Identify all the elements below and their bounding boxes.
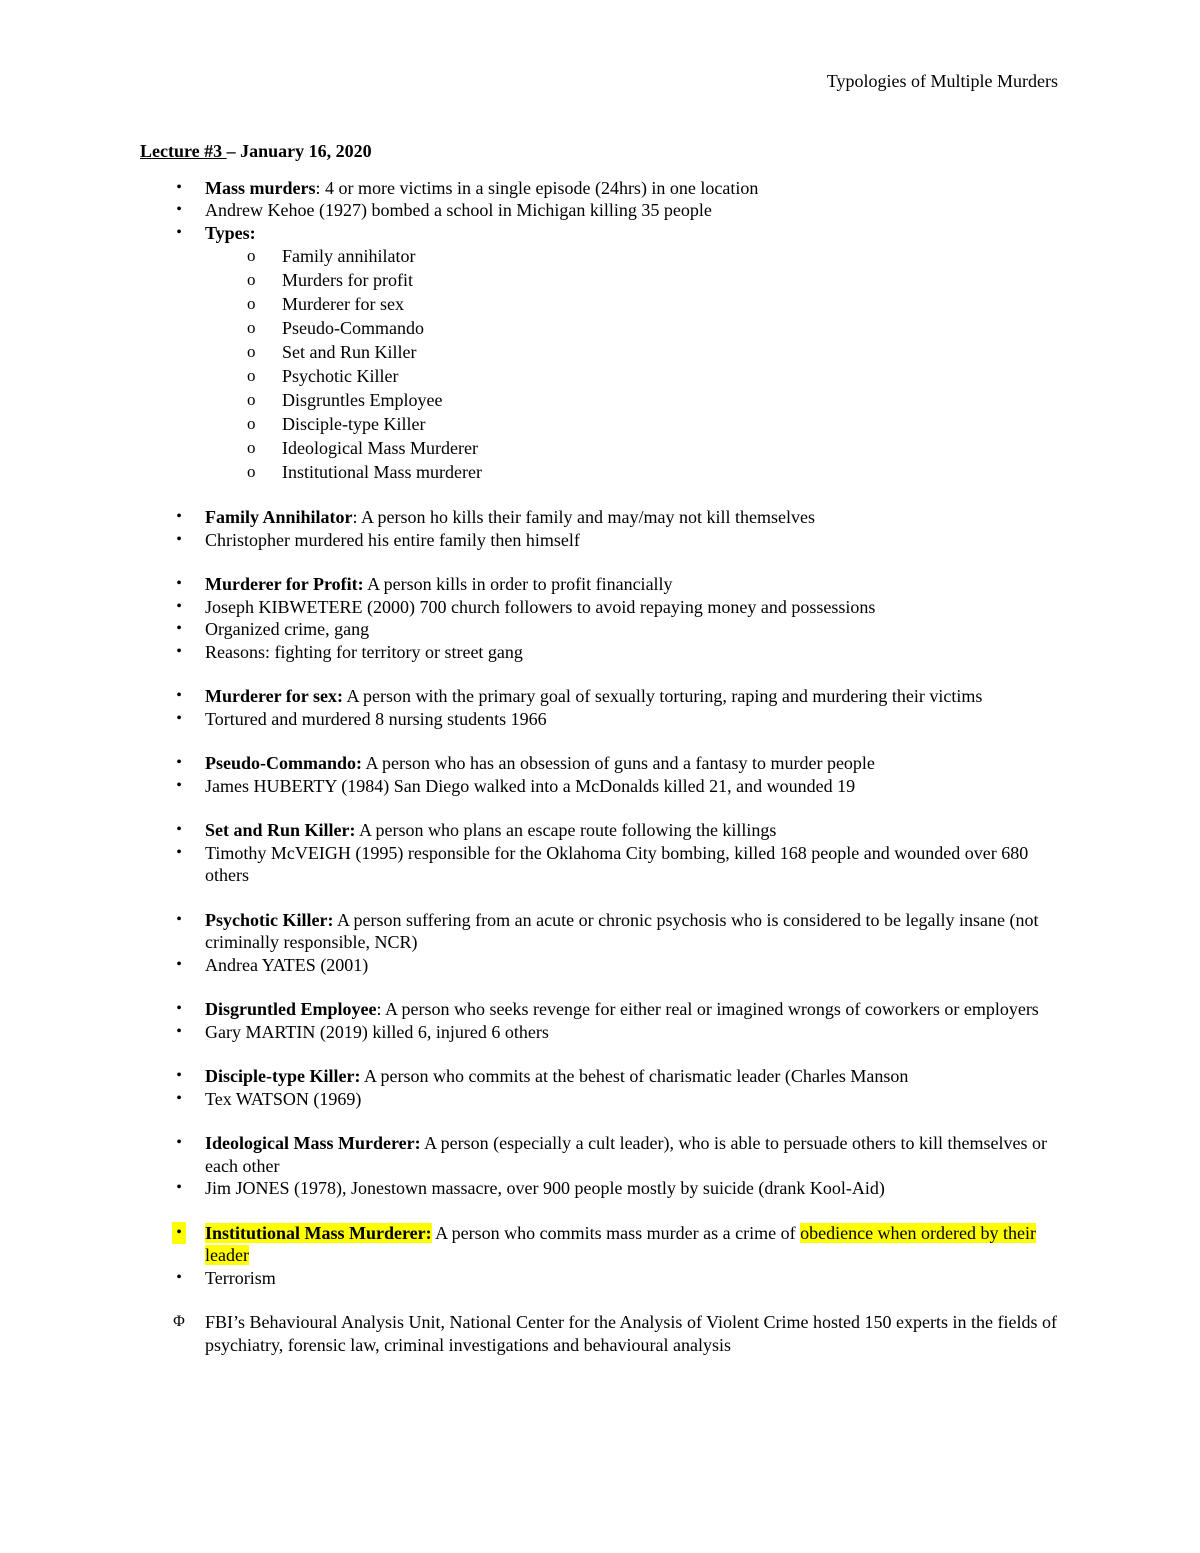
bullet-icon: • (176, 530, 182, 548)
bullet-icon: • (176, 843, 182, 861)
bullet-item (140, 1311, 1060, 1356)
bullet-text: A person kills in order to profit financially (363, 574, 673, 594)
bullet-icon: • (176, 776, 182, 794)
bullet-icon: • (176, 709, 182, 727)
bullet-item (140, 1267, 1060, 1290)
bullet-text: Reasons: fighting for territory or street gang (205, 641, 523, 662)
bullet-term: Pseudo-Commando: (205, 753, 363, 773)
bullet-text: Jim JONES (1978), Jonestown massacre, over 900 people mostly by suicide (drank Kool-Aid) (205, 1178, 885, 1198)
bullet-term: Psychotic Killer: (205, 909, 334, 930)
bullet-item (140, 641, 1060, 664)
bullet-text: : 4 or more victims in a single episode (24hrs) in one location (315, 177, 759, 198)
bullet-block (140, 1132, 1060, 1200)
bullet-icon: • (176, 642, 182, 660)
bullet-text: Joseph KIBWETERE (2000) 700 church followers to avoid repaying money and possessions (205, 596, 876, 617)
bullet-text: A person who plans an escape route following the killings (355, 820, 777, 840)
sub-item-text: Set and Run Killer (282, 342, 417, 362)
highlighted-text: obedience when ordered by their leader (205, 1222, 1036, 1265)
sub-item-text: Institutional Mass murderer (282, 462, 482, 482)
bullet-block (140, 506, 1060, 551)
circle-bullet-icon: o (247, 246, 256, 265)
bullet-text: A person (especially a cult leader), who is able to persuade others to kill themselves or each other (205, 1133, 1047, 1176)
bullet-item (140, 529, 1060, 552)
bullet-icon: • (176, 910, 182, 928)
sub-item (140, 460, 1060, 484)
bullet-icon: • (176, 1268, 182, 1286)
sub-item (140, 364, 1060, 388)
sub-item (140, 268, 1060, 292)
bullet-icon: • (176, 1089, 182, 1107)
bullet-icon: • (176, 1000, 182, 1017)
bullet-text: A person who commits at the behest of charismatic leader (Charles Manson (360, 1066, 909, 1086)
sub-item-text: Pseudo-Commando (282, 318, 424, 338)
sub-item (140, 388, 1060, 412)
bullet-icon: • (172, 1222, 186, 1245)
page-header: Typologies of Multiple Murders (826, 71, 1058, 91)
bullet-icon: • (176, 1179, 182, 1196)
document-content (140, 140, 1060, 1378)
bullet-text: FBI’s Behavioural Analysis Unit, National Center for the Analysis of Violent Crime hosted 150 experts in the fields of psychiatry, forensic law, criminal investigations and behavioural analysis (205, 1312, 1057, 1355)
circle-bullet-icon: o (247, 294, 256, 313)
bullet-item (140, 177, 1060, 200)
bullet-item (140, 708, 1060, 731)
bullet-item (140, 1088, 1060, 1111)
bullet-item (140, 752, 1060, 775)
fbi-block (140, 1311, 1060, 1356)
lecture-heading (140, 140, 1060, 163)
bullet-item (140, 506, 1060, 529)
bullet-item (140, 1222, 1060, 1267)
bullet-term: Disgruntled Employee (205, 999, 377, 1019)
circle-bullet-icon: o (247, 438, 256, 457)
bullet-text: Terrorism (205, 1267, 276, 1288)
bullet-text: Tortured and murdered 8 nursing students 1966 (205, 708, 547, 729)
bullet-item (140, 618, 1060, 641)
circle-bullet-icon: o (247, 366, 256, 385)
circle-bullet-icon: o (247, 318, 256, 337)
bullet-text: Gary MARTIN (2019) killed 6, injured 6 others (205, 1021, 549, 1042)
bullet-text: A person suffering from an acute or chronic psychosis who is considered to be legally insane (not criminally responsible, NCR) (205, 909, 1039, 952)
bullet-text: Tex WATSON (1969) (205, 1088, 362, 1109)
bullet-item (140, 1177, 1060, 1200)
bullet-text: Andrea YATES (2001) (205, 954, 369, 975)
sub-item-text: Ideological Mass Murderer (282, 438, 478, 458)
bullet-item (140, 842, 1060, 887)
bullet-item (140, 819, 1060, 842)
bullet-term: Set and Run Killer: (205, 820, 356, 840)
bullet-icon: • (176, 1067, 182, 1084)
bullet-item (140, 222, 1060, 245)
circle-bullet-icon: o (247, 342, 256, 361)
sub-item (140, 292, 1060, 316)
institutional-block (140, 1222, 1060, 1290)
bullet-icon: • (176, 620, 182, 637)
sub-item (140, 316, 1060, 340)
sub-item (140, 436, 1060, 460)
lecture-number: Lecture #3 (140, 141, 227, 161)
bullet-item (140, 775, 1060, 798)
bullet-block (140, 909, 1060, 977)
sub-item-text: Disciple-type Killer (282, 414, 426, 434)
bullet-item (140, 998, 1060, 1021)
bullet-term: Institutional Mass Murderer: (205, 1222, 432, 1243)
bullet-term: Murderer for sex: (205, 686, 343, 706)
bullet-block (140, 819, 1060, 887)
circle-bullet-icon: o (247, 390, 256, 409)
bullet-text: James HUBERTY (1984) San Diego walked into a McDonalds killed 21, and wounded 19 (205, 775, 856, 796)
bullet-text: A person who commits mass murder as a crime of (431, 1222, 801, 1243)
sub-item-text: Psychotic Killer (282, 366, 399, 386)
bullet-term: Disciple-type Killer: (205, 1066, 361, 1086)
bullet-icon: • (176, 508, 182, 525)
bullet-item (140, 909, 1060, 954)
bullet-term: Ideological Mass Murderer: (205, 1133, 421, 1153)
bullet-text: Organized crime, gang (205, 619, 370, 639)
phi-bullet-icon: Φ (173, 1313, 185, 1330)
bullet-item (140, 954, 1060, 977)
bullet-term: Murderer for Profit: (205, 574, 364, 594)
bullet-block (140, 998, 1060, 1043)
bullet-term: Family Annihilator (205, 507, 353, 527)
bullet-term: Types: (205, 222, 256, 243)
bullet-text: Andrew Kehoe (1927) bombed a school in Michigan killing 35 people (205, 200, 712, 220)
bullet-item (140, 1065, 1060, 1088)
bullet-icon: • (176, 1022, 182, 1040)
bullet-block (140, 573, 1060, 663)
bullet-text: A person with the primary goal of sexually torturing, raping and murdering their victims (342, 686, 983, 706)
bullet-text: A person who has an obsession of guns and a fantasy to murder people (362, 753, 875, 773)
sub-item-text: Family annihilator (282, 246, 416, 266)
bullet-item (140, 1132, 1060, 1177)
bullet-text: Timothy McVEIGH (1995) responsible for the Oklahoma City bombing, killed 168 people and wounded over 680 others (205, 842, 1029, 885)
bullet-text: : A person who seeks revenge for either real or imagined wrongs of coworkers or employers (376, 999, 1039, 1019)
bullet-icon: • (176, 178, 182, 196)
bullet-item (140, 1021, 1060, 1044)
sub-item (140, 244, 1060, 268)
circle-bullet-icon: o (247, 414, 256, 433)
sub-item-text: Murderer for sex (282, 294, 404, 314)
bullet-text: : A person ho kills their family and may/may not kill themselves (352, 507, 815, 527)
bullet-text: Christopher murdered his entire family then himself (205, 529, 580, 550)
bullet-icon: • (176, 597, 182, 615)
bullet-item (140, 573, 1060, 596)
sub-item (140, 340, 1060, 364)
sub-item (140, 412, 1060, 436)
circle-bullet-icon: o (247, 462, 256, 481)
bullet-icon: • (176, 754, 182, 771)
bullet-block (140, 685, 1060, 730)
bullet-icon: • (176, 223, 182, 241)
lecture-date: – January 16, 2020 (226, 141, 372, 161)
sub-item-text: Disgruntles Employee (282, 390, 443, 410)
bullet-icon: • (176, 821, 182, 838)
bullet-term: Mass murders (205, 177, 316, 198)
bullet-item (140, 596, 1060, 619)
circle-bullet-icon: o (247, 270, 256, 289)
bullet-icon: • (176, 201, 182, 218)
bullet-item (140, 685, 1060, 708)
sub-item-text: Murders for profit (282, 270, 413, 290)
bullet-block (140, 177, 1060, 485)
bullet-item (140, 199, 1060, 222)
bullet-block (140, 1065, 1060, 1110)
bullet-block (140, 752, 1060, 797)
bullet-icon: • (176, 687, 182, 704)
bullet-icon: • (176, 955, 182, 973)
bullet-blocks (140, 177, 1060, 1200)
bullet-icon: • (176, 1134, 182, 1151)
bullet-icon: • (176, 575, 182, 592)
